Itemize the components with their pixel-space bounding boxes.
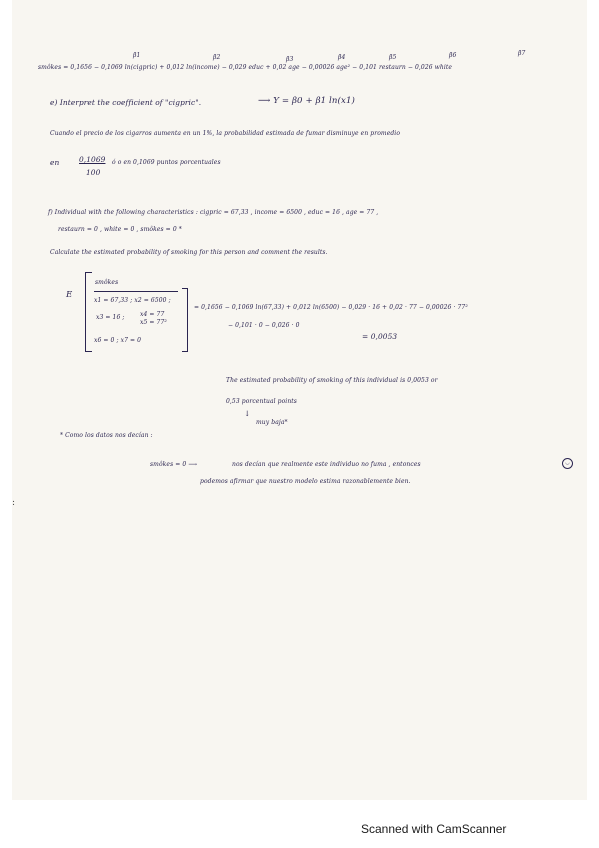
right-bracket [182,288,188,352]
estimated-equation: smôkes = 0,1656 − 0,1069 ln(cigpric) + 0,012 ln(income) − 0,029 educ + 0,02 age − 0,00026 age² − 0,101 restaurn − 0,026 white [38,64,453,71]
condition-row2a: x3 = 16 ; [96,314,125,321]
comment-line2: 0,53 porcentual points [226,398,297,405]
condition-divider [94,291,178,292]
star-note: * Como los datos nos decían : [60,432,153,439]
condition-row2c: x5 = 77² [140,319,167,326]
part-e-answer-line1: Cuando el precio de los cigarros aumenta en un 1%, la probabilidad estimada de fumar disminuye en promedio [50,130,401,137]
beta-6-label: β6 [449,52,457,59]
fraction-numerator: 0,1069 [79,155,106,164]
beta-1-label: β1 [133,52,141,59]
final-prefix: smôkes = 0 ⟶ [150,461,198,468]
comment-line1: The estimated probability of smoking of this individual is 0,0053 or [226,377,438,384]
condition-row2b: x4 = 77 [140,311,165,318]
smiley-icon: ◡ [562,458,573,469]
part-e-answer-suffix: ó o en 0,1069 puntos porcentuales [112,159,221,166]
part-e-question: e) Interpret the coefficient of "cigpric". [50,98,202,107]
condition-row3: x6 = 0 ; x7 = 0 [94,337,142,344]
scanner-watermark: Scanned with CamScanner [361,822,507,836]
part-f-question-line2: restaurn = 0 , white = 0 , smôkes = 0 * [58,226,182,233]
beta-5-label: β5 [389,54,397,61]
calculation-line1: = 0,1656 − 0,1069 ln(67,33) + 0,012 ln(6500) − 0,029 · 16 + 0,02 · 77 − 0,00026 · 77² [194,304,468,311]
part-f-question-line1: f) Individual with the following characteristics : cigpric = 67,33 , income = 6500 , educ = 16 , age = 77 , [48,209,379,216]
final-line2: podemos afirmar que nuestro modelo estima razonablemente bien. [200,478,411,485]
part-e-model: ⟶ Y = β0 + β1 ln(x1) [258,96,355,106]
condition-row1: x1 = 67,33 ; x2 = 6500 ; [94,297,171,304]
calculation-line2: − 0,101 · 0 − 0,026 · 0 [228,322,300,329]
fraction-denominator: 100 [86,168,101,177]
beta-4-label: β4 [338,54,346,61]
down-arrow: ↓ [244,409,251,418]
left-bracket [85,272,92,352]
final-line1: nos decían que realmente este individuo no fuma , entonces [232,461,421,468]
comment-line3: muy baja* [256,419,288,426]
condition-top: smôkes [95,279,119,286]
part-f-question-line3: Calculate the estimated probability of smoking for this person and comment the results. [50,249,328,256]
part-e-answer-prefix: en [50,158,60,167]
beta-3-label: β3 [286,56,294,63]
scanned-page [12,0,587,800]
margin-mark: : [12,498,16,508]
calculation-result: = 0,0053 [362,332,398,341]
beta-7-label: β7 [518,50,526,57]
beta-2-label: β2 [213,54,221,61]
expectation-operator: E [66,290,73,300]
